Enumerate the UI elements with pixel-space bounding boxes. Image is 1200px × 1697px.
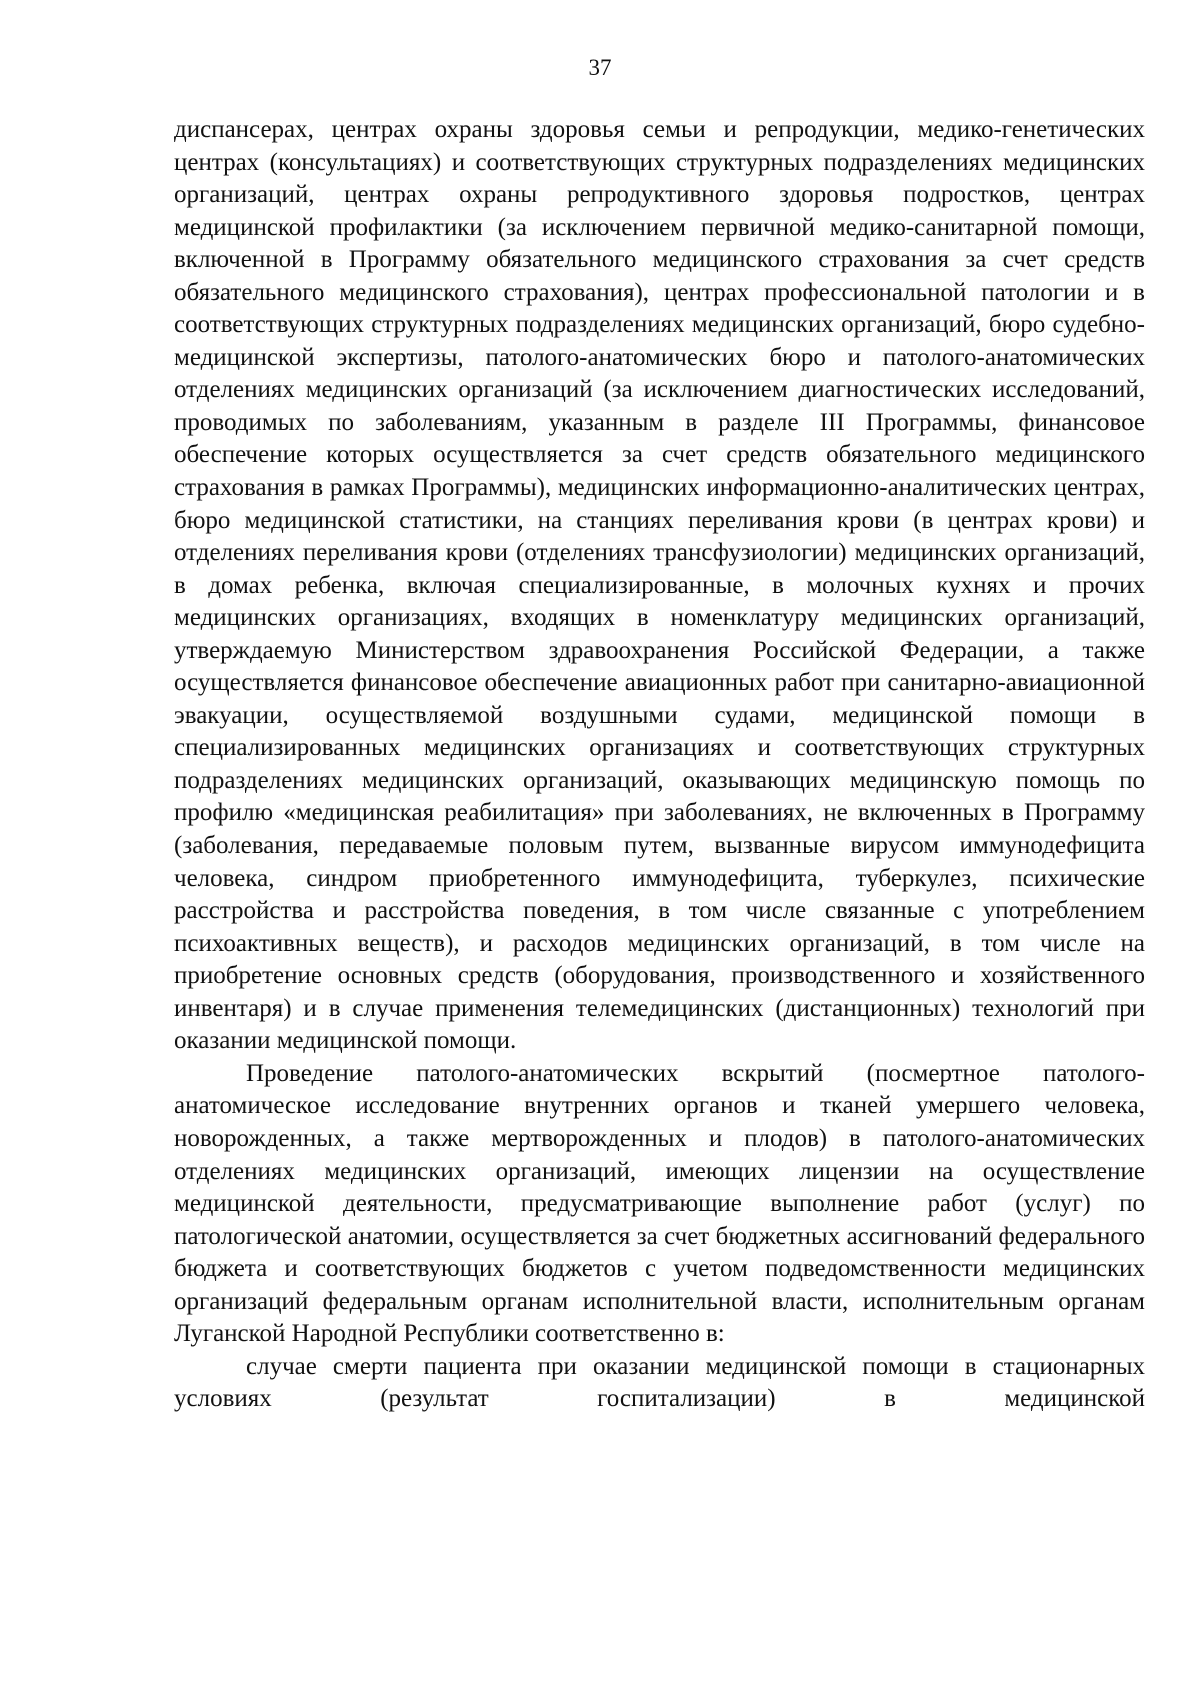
paragraph-continuation: диспансерах, центрах охраны здоровья семьи и репродукции, медико-генетических центрах (консультациях) и соответствующих структурных подразделениях медицинских организаций, центрах охраны репродуктивного здоровья подростков, центрах медицинской профилактики (за исключением первичной медико-санитарной помощи, включенной в Программу обязательного медицинского страхования за счет средств обязательного медицинского страхования), центрах профессиональной патологии и в соответствующих структурных подразделениях медицинских организаций, бюро судебно-медицинской экспертизы, патолого-анатомических бюро и патолого-анатомических отделениях медицинских организаций (за исключением диагностических исследований, проводимых по заболеваниям, указанным в разделе III Программы, финансовое обеспечение которых осуществляется за счет средств обязательного медицинского страхования в рамках Программы), медицинских информационно-аналитических центрах, бюро медицинской статистики, на станциях переливания крови (в центрах крови) и отделениях переливания крови (отделениях трансфузиологии) медицинских организаций, в домах ребенка, включая специализированные, в молочных кухнях и прочих медицинских организациях, входящих в номенклатуру медицинских организаций, утверждаемую Министерством здравоохранения Российской Федерации, а также осуществляется финансовое обеспечение авиационных работ при санитарно-авиационной эвакуации, осуществляемой воздушными судами, медицинской помощи в специализированных медицинских организациях и соответствующих структурных подразделениях медицинских организаций, оказывающих медицинскую помощь по профилю «медицинская реабилитация» при заболеваниях, не включенных в Программу (заболевания, передаваемые половым путем, вызванные вирусом иммунодефицита человека, синдром приобретенного иммунодефицита, туберкулез, психические расстройства и расстройства поведения, в том числе связанные с употреблением психоактивных веществ), и расходов медицинских организаций, в том числе на приобретение основных средств (оборудования, производственного и хозяйственного инвентаря) и в случае применения телемедицинских (дистанционных) технологий при оказании медицинской помощи. <box>174 116 1145 1055</box>
document-body <box>174 114 1145 1416</box>
paragraph-autopsy: Проведение патолого-анатомических вскрытий (посмертное патолого-анатомическое исследование внутренних органов и тканей умершего человека, новорожденных, а также мертворожденных и плодов) в патолого-анатомических отделениях медицинских организаций, имеющих лицензии на осуществление медицинской деятельности, предусматривающие выполнение работ (услуг) по патологической анатомии, осуществляется за счет бюджетных ассигнований федерального бюджета и соответствующих бюджетов с учетом подведомственности медицинских организаций федеральным органам исполнительной власти, исполнительным органам Луганской Народной Республики соответственно в: <box>174 1059 1145 1348</box>
page-number: 37 <box>588 55 612 80</box>
paragraph-death-case: случае смерти пациента при оказании медицинской помощи в стационарных условиях (результат госпитализации) в медицинской <box>174 1352 1145 1413</box>
